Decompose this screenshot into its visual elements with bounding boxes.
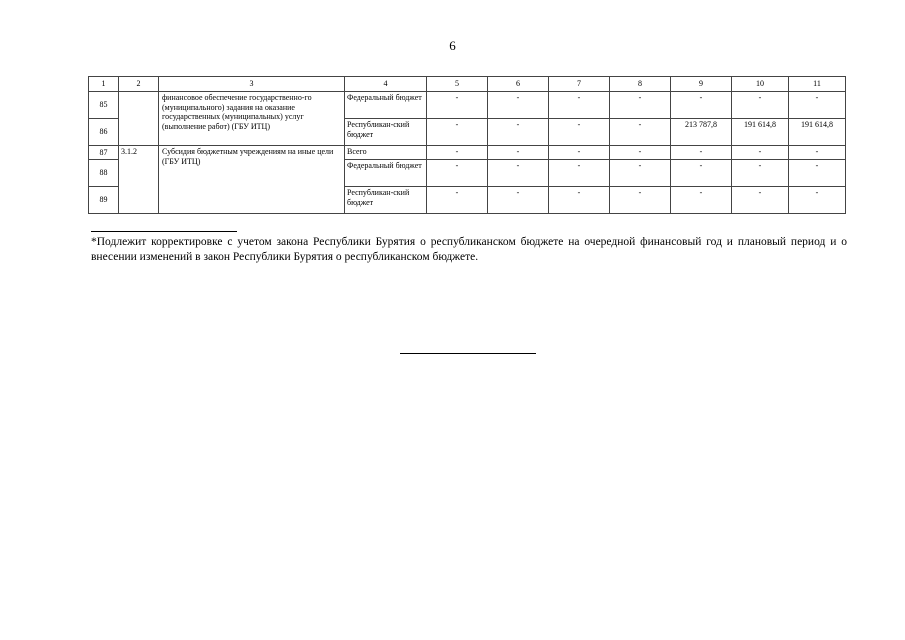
row-number: 87 bbox=[89, 146, 119, 160]
value-cell: - bbox=[789, 92, 846, 119]
header-cell: 10 bbox=[732, 77, 789, 92]
value-cell: - bbox=[610, 146, 671, 160]
value-cell: - bbox=[671, 187, 732, 214]
header-cell: 1 bbox=[89, 77, 119, 92]
measure-description: финансовое обеспечение государственно-го (муниципального) задания на оказание государственных (муниципальных) услуг (выполнение работ) (ГБУ ИТЦ) bbox=[159, 92, 345, 146]
measure-code bbox=[119, 92, 159, 146]
header-cell: 3 bbox=[159, 77, 345, 92]
value-cell: - bbox=[427, 187, 488, 214]
value-cell: - bbox=[549, 160, 610, 187]
header-cell: 2 bbox=[119, 77, 159, 92]
funding-source: Всего bbox=[345, 146, 427, 160]
value-cell: - bbox=[610, 160, 671, 187]
header-cell: 9 bbox=[671, 77, 732, 92]
value-cell: 191 614,8 bbox=[732, 119, 789, 146]
value-cell: - bbox=[732, 160, 789, 187]
footnote: *Подлежит корректировке с учетом закона Республики Бурятия о республиканском бюджете на очередной финансовый год и плановый период и о внесении изменений в закон Республики Бурятия о республиканском бюджете. bbox=[91, 236, 847, 263]
value-cell: - bbox=[789, 146, 846, 160]
value-cell: - bbox=[671, 146, 732, 160]
measure-description: Субсидия бюджетным учреждениям на иные цели (ГБУ ИТЦ) bbox=[159, 146, 345, 214]
header-cell: 4 bbox=[345, 77, 427, 92]
value-cell: - bbox=[488, 92, 549, 119]
row-number: 86 bbox=[89, 119, 119, 146]
funding-source: Федеральный бюджет bbox=[345, 160, 427, 187]
value-cell: - bbox=[549, 187, 610, 214]
value-cell: - bbox=[488, 146, 549, 160]
value-cell: - bbox=[789, 160, 846, 187]
value-cell: - bbox=[488, 160, 549, 187]
table-row bbox=[89, 92, 846, 119]
value-cell: - bbox=[488, 187, 549, 214]
value-cell: - bbox=[671, 92, 732, 119]
footnote-divider bbox=[91, 231, 237, 232]
value-cell: - bbox=[789, 187, 846, 214]
end-of-document-line bbox=[400, 353, 536, 354]
table-row bbox=[89, 146, 846, 160]
value-cell: - bbox=[427, 146, 488, 160]
header-cell: 7 bbox=[549, 77, 610, 92]
budget-table bbox=[88, 76, 846, 214]
measure-code: 3.1.2 bbox=[119, 146, 159, 214]
value-cell: - bbox=[488, 119, 549, 146]
funding-source: Республикан-ский бюджет bbox=[345, 119, 427, 146]
header-cell: 8 bbox=[610, 77, 671, 92]
row-number: 88 bbox=[89, 160, 119, 187]
row-number: 89 bbox=[89, 187, 119, 214]
header-cell: 11 bbox=[789, 77, 846, 92]
value-cell: - bbox=[427, 160, 488, 187]
value-cell: 191 614,8 bbox=[789, 119, 846, 146]
value-cell: - bbox=[610, 187, 671, 214]
value-cell: - bbox=[549, 92, 610, 119]
value-cell: - bbox=[610, 119, 671, 146]
value-cell: - bbox=[427, 92, 488, 119]
value-cell: - bbox=[732, 187, 789, 214]
value-cell: - bbox=[671, 160, 732, 187]
page-number: 6 bbox=[449, 38, 456, 53]
table-header-row bbox=[89, 77, 846, 92]
value-cell: - bbox=[549, 146, 610, 160]
row-number: 85 bbox=[89, 92, 119, 119]
value-cell: - bbox=[732, 92, 789, 119]
funding-source: Республикан-ский бюджет bbox=[345, 187, 427, 214]
value-cell: - bbox=[732, 146, 789, 160]
value-cell: - bbox=[610, 92, 671, 119]
value-cell: - bbox=[549, 119, 610, 146]
header-cell: 6 bbox=[488, 77, 549, 92]
value-cell: - bbox=[427, 119, 488, 146]
header-cell: 5 bbox=[427, 77, 488, 92]
value-cell: 213 787,8 bbox=[671, 119, 732, 146]
funding-source: Федеральный бюджет bbox=[345, 92, 427, 119]
